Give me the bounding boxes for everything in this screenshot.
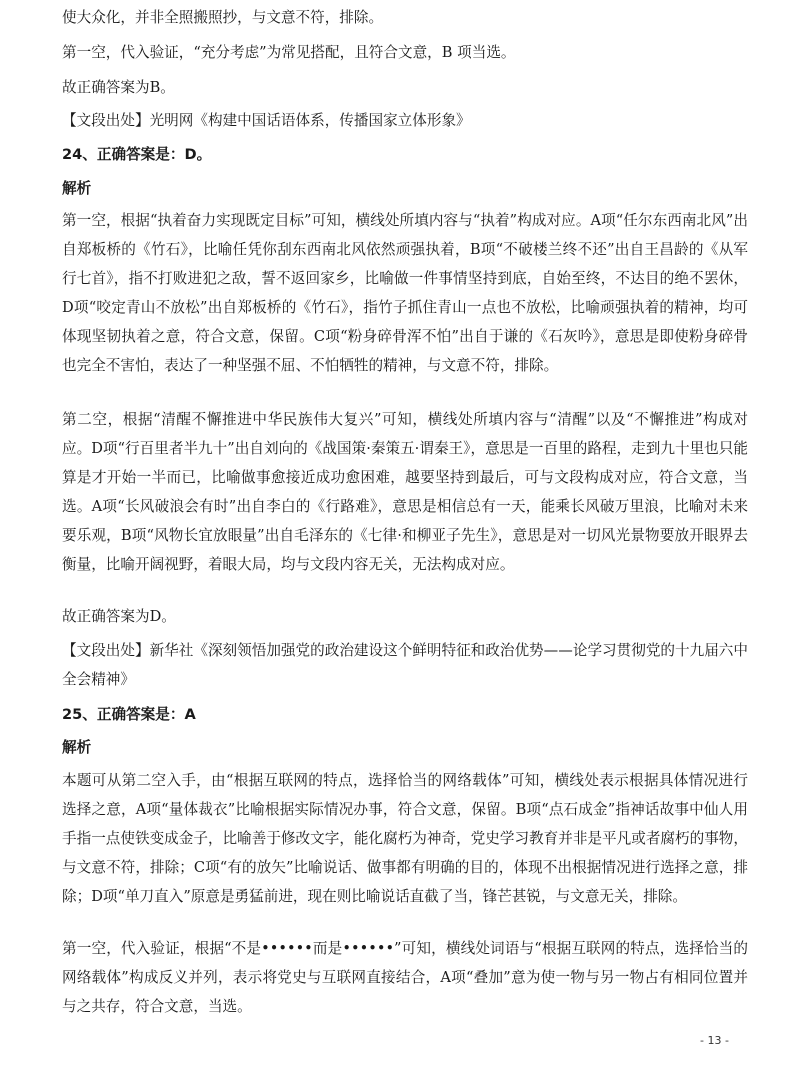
paragraph-answer-d: 故正确答案为D。 xyxy=(62,608,176,625)
paragraph-25-blank-two: 本题可从第二空入手，由“根据互联网的特点，选择恰当的网络载体”可知，横线处表示根据具体情况进行选择之意，A项“量体裁衣”比喻根据实际情况办事，符合文意，保留。B项“点石成金”指神话故事中仙人用手指一点使铁变成金子，比喻善于修改文字，能化腐朽为神奇，党史学习教育并非是平凡或者腐朽的事物，与文意不符，排除；C项“有的放矢”比喻说话、做事都有明确的目的，体现不出根据情况进行选择之意，排除；D项“单刀直入”原意是勇猛前进，现在则比喻说话直截了当，锋芒甚锐，与文意无关，排除。 xyxy=(62,772,748,905)
paragraph-answer-b: 故正确答案为B。 xyxy=(62,79,175,96)
question-24-heading: 24、正确答案是：D。 xyxy=(62,146,212,163)
page-number: - 13 - xyxy=(700,1034,729,1047)
paragraph-source-23: 【文段出处】光明网《构建中国话语体系，传播国家立体形象》 xyxy=(62,112,471,129)
question-25-heading: 25、正确答案是：A xyxy=(62,706,196,723)
paragraph-25-blank-one: 第一空，代入验证，根据“不是••••••而是••••••”可知，横线处词语与“根据互联网的特点，选择恰当的网络载体”构成反义并列，表示将党史与互联网直接结合，A项“叠加”意为使一物与另一物占有相同位置并与之共存，符合文意，当选。 xyxy=(62,940,748,1015)
paragraph-blank-one: 第一空，代入验证，“充分考虑”为常见搭配，且符合文意，B 项当选。 xyxy=(62,44,516,61)
paragraph-24-blank-one: 第一空，根据“执着奋力实现既定目标”可知，横线处所填内容与“执着”构成对应。A项“任尔东西南北风”出自郑板桥的《竹石》，比喻任凭你刮东西南北风依然顽强执着，B项“不破楼兰终不还”出自王昌龄的《从军行七首》，指不打败进犯之敌，誓不返回家乡，比喻做一件事情坚持到底，自始至终，不达目的绝不罢休，D项“咬定青山不放松”出自郑板桥的《竹石》，指竹子抓住青山一点也不放松，比喻顽强执着的精神，均可体现坚韧执着之意，符合文意，保留。C项“粉身碎骨浑不怕”出自于谦的《石灰吟》，意思是即使粉身碎骨也完全不害怕，表达了一种坚强不屈、不怕牺牲的精神，与文意不符，排除。 xyxy=(62,212,748,374)
analysis-25-label: 解析 xyxy=(62,739,92,756)
paragraph-source-24: 【文段出处】新华社《深刻领悟加强党的政治建设这个鲜明特征和政治优势——论学习贯彻党的十九届六中全会精神》 xyxy=(62,642,748,688)
analysis-24-label: 解析 xyxy=(62,180,92,197)
paragraph-continuation: 使大众化，并非全照搬照抄，与文意不符，排除。 xyxy=(62,9,384,26)
paragraph-24-blank-two: 第二空，根据“清醒不懈推进中华民族伟大复兴”可知，横线处所填内容与“清醒”以及“不懈推进”构成对应。D项“行百里者半九十”出自刘向的《战国策·秦策五·谓秦王》，意思是一百里的路程，走到九十里也只能算是才开始一半而已，比喻做事愈接近成功愈困难，越要坚持到最后，可与文段构成对应，符合文意，当选。A项“长风破浪会有时”出自李白的《行路难》，意思是相信总有一天，能乘长风破万里浪，比喻对未来要乐观，B项“风物长宜放眼量”出自毛泽东的《七律·和柳亚子先生》，意思是对一切风光景物要放开眼界去衡量，比喻开阔视野，着眼大局，均与文段内容无关，无法构成对应。 xyxy=(62,411,748,573)
